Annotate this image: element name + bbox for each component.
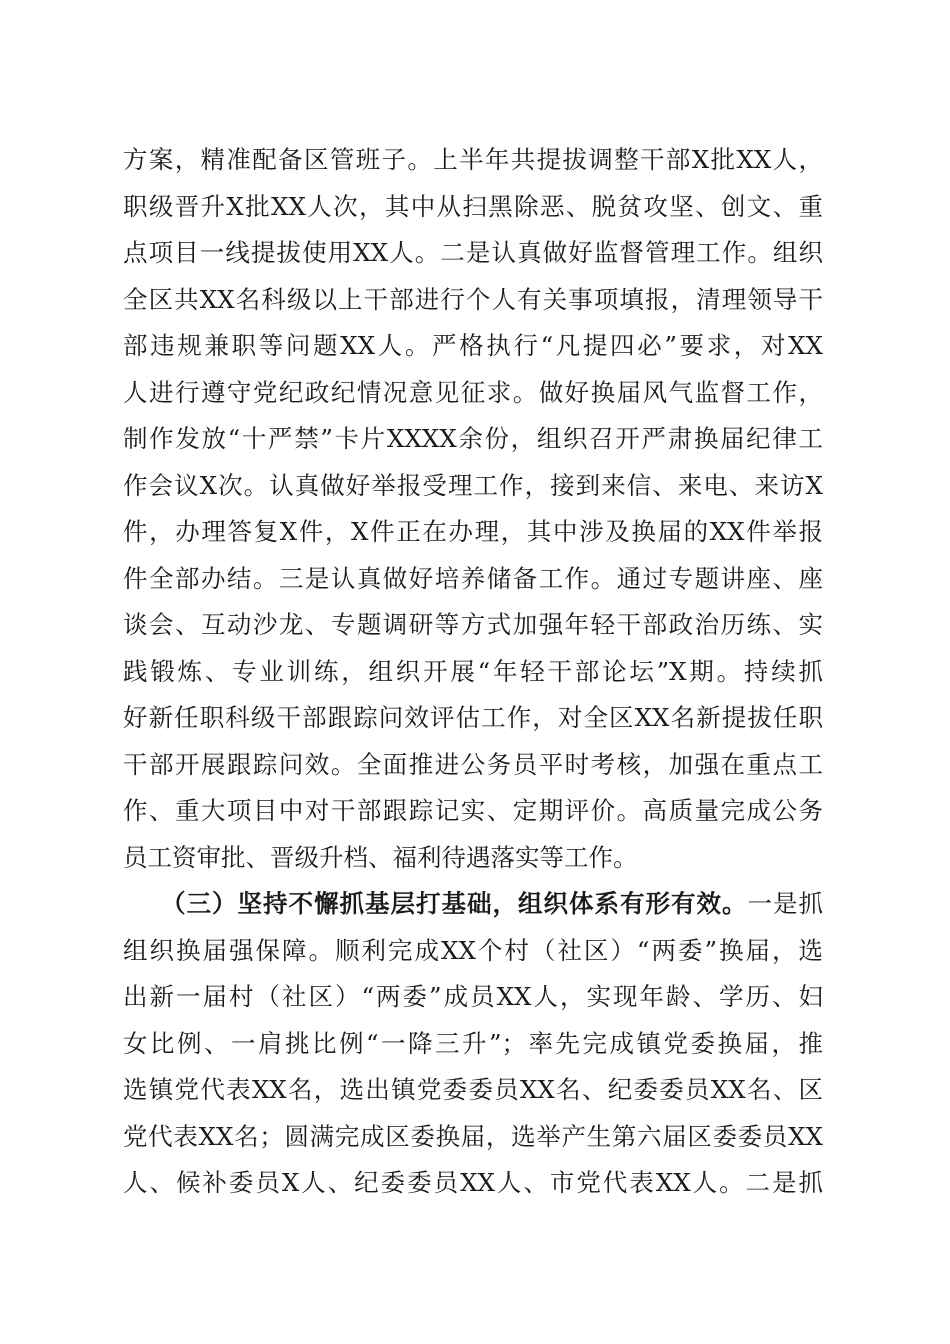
paragraph-1-line-1: 方案，精准配备区管班子。上半年共提拔调整干部X批XX人， bbox=[123, 145, 823, 174]
paragraph-1-line-12: 践锻炼、专业训练，组织开展“年轻干部论坛”X期。持续抓 bbox=[123, 657, 823, 686]
paragraph-2-first-line bbox=[161, 884, 823, 924]
section-heading: （三）坚持不懈抓基层打基础，组织体系有形有效。 bbox=[161, 889, 748, 918]
paragraph-2-line-7: 人、候补委员X人、纪委委员XX人、市党代表XX人。二是抓 bbox=[123, 1168, 823, 1197]
paragraph-1-line-3: 点项目一线提拔使用XX人。二是认真做好监督管理工作。组织 bbox=[123, 238, 823, 267]
paragraph-1-line-10: 件全部办结。三是认真做好培养储备工作。通过专题讲座、座 bbox=[123, 564, 823, 593]
paragraph-1-line-7: 制作发放“十严禁”卡片XXXX余份，组织召开严肃换届纪律工 bbox=[123, 424, 823, 453]
paragraph-1-line-14: 干部开展跟踪问效。全面推进公务员平时考核，加强在重点工 bbox=[123, 750, 823, 779]
paragraph-2-line-6: 党代表XX名；圆满完成区委换届，选举产生第六届区委委员XX bbox=[123, 1122, 823, 1151]
paragraph-1-line-9: 件，办理答复X件，X件正在办理，其中涉及换届的XX件举报 bbox=[123, 517, 823, 546]
paragraph-1-line-2: 职级晋升X批XX人次，其中从扫黑除恶、脱贫攻坚、创文、重 bbox=[123, 192, 823, 221]
paragraph-1-line-11: 谈会、互动沙龙、专题调研等方式加强年轻干部政治历练、实 bbox=[123, 610, 823, 639]
paragraph-2-first-line-rest: 一是抓 bbox=[747, 889, 823, 918]
paragraph-1-line-16: 员工资审批、晋级升档、福利待遇落实等工作。 bbox=[123, 843, 638, 872]
paragraph-2-line-4: 女比例、一肩挑比例“一降三升”；率先完成镇党委换届，推 bbox=[123, 1029, 823, 1058]
paragraph-1-line-8: 作会议X次。认真做好举报受理工作，接到来信、来电、来访X bbox=[123, 471, 823, 500]
paragraph-1-line-6: 人进行遵守党纪政纪情况意见征求。做好换届风气监督工作， bbox=[123, 378, 823, 407]
paragraph-1-line-4: 全区共XX名科级以上干部进行个人有关事项填报，清理领导干 bbox=[123, 285, 823, 314]
paragraph-2-line-2: 组织换届强保障。顺利完成XX个村（社区）“两委”换届，选 bbox=[123, 936, 823, 965]
paragraph-2-line-5: 选镇党代表XX名，选出镇党委委员XX名、纪委委员XX名、区 bbox=[123, 1075, 823, 1104]
paragraph-1-line-5: 部违规兼职等问题XX人。严格执行“凡提四必”要求，对XX bbox=[123, 331, 823, 360]
paragraph-1-line-13: 好新任职科级干部跟踪问效评估工作，对全区XX名新提拔任职 bbox=[123, 703, 823, 732]
paragraph-1-line-15: 作、重大项目中对干部跟踪记实、定期评价。高质量完成公务 bbox=[123, 796, 823, 825]
paragraph-2-line-3: 出新一届村（社区）“两委”成员XX人，实现年龄、学历、妇 bbox=[123, 982, 823, 1011]
